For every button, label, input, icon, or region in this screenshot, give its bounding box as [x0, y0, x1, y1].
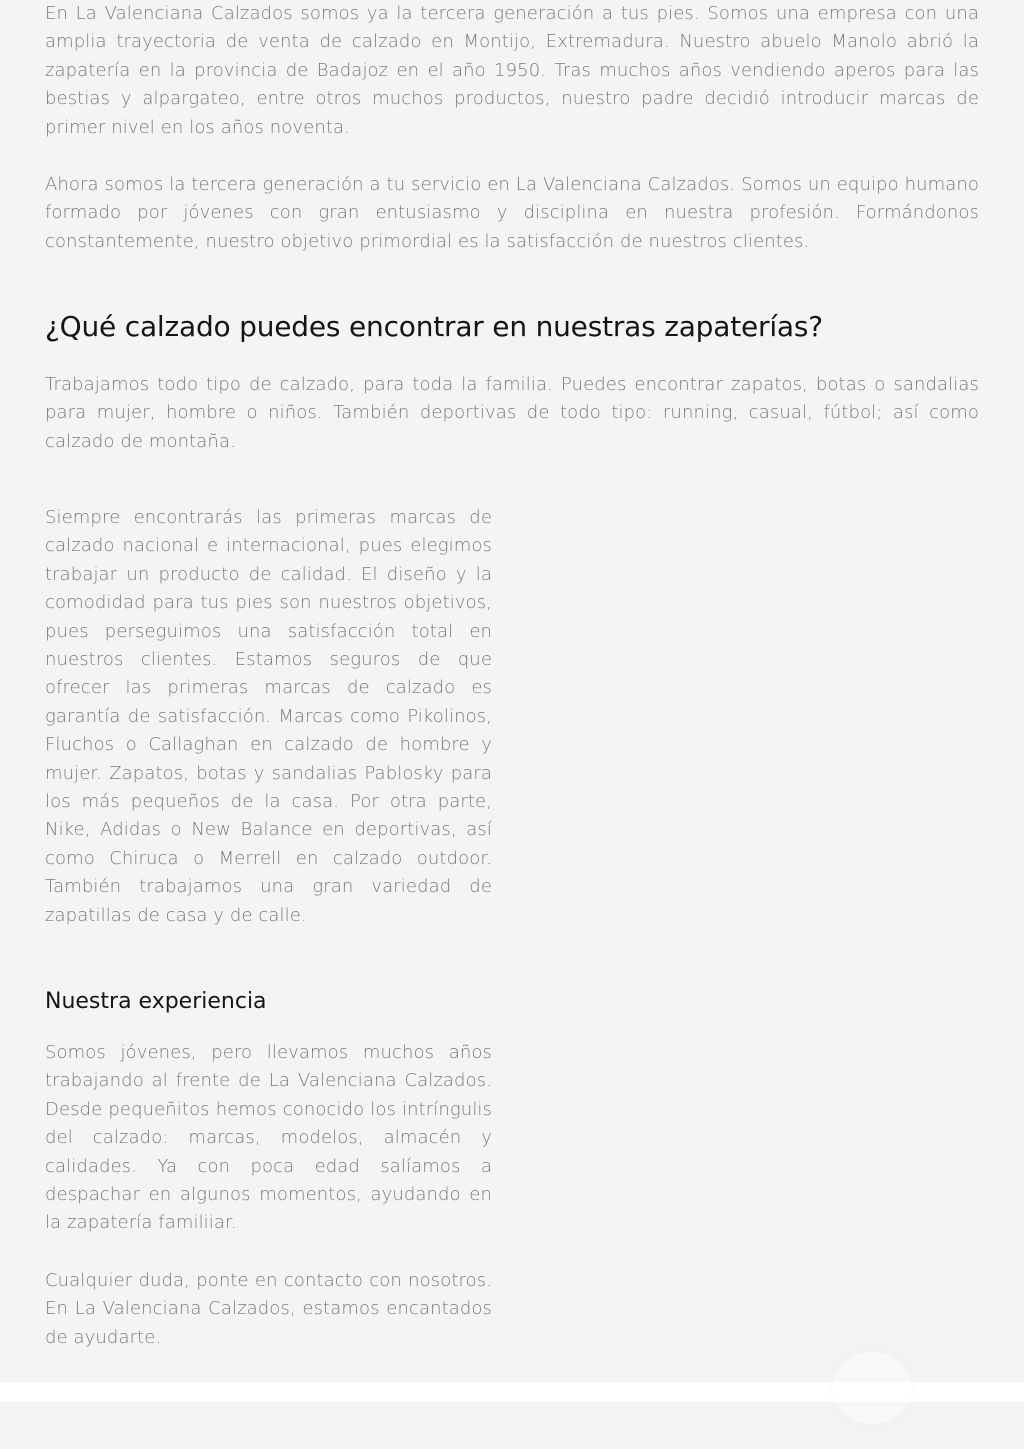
- main-content: [45, 0, 979, 1382]
- contact-paragraph: Cualquier duda, ponte en contacto con nosotros. En La Valenciana Calzados, estamos encantados de ayudarte.: [45, 1270, 492, 1348]
- experience-paragraph-1: Somos jóvenes, pero llevamos muchos años trabajando al frente de La Valenciana Calzados. Desde pequeñitos hemos conocido los intríngulis del calzado: marcas, modelos, almacén y calidades. Ya con poca edad salíamos a despachar en algunos momentos, ayudando en la zapatería familiiar.: [45, 1042, 492, 1234]
- intro-paragraph-1: En La Valenciana Calzados somos ya la tercera generación a tus pies. Somos una empresa con una amplia trayectoria de venta de calzado en Montijo, Extremadura. Nuestro abuelo Manolo abrió la zapatería en la provincia de Badajoz en el año 1950. Tras muchos años vendiendo aperos para las bestias y alpargateo, entre otros muchos productos, nuestro padre decidió introducir marcas de primer nivel en los años noventa.: [45, 3, 979, 138]
- footwear-paragraph-1: Trabajamos todo tipo de calzado, para toda la familia. Puedes encontrar zapatos, botas o sandalias para mujer, hombre o niños. También deportivas de todo tipo: running, casual, fútbol; así como calzado de montaña.: [45, 374, 979, 452]
- floating-action-button[interactable]: [832, 1352, 912, 1424]
- footwear-heading: ¿Qué calzado puedes encontrar en nuestras zapaterías?: [45, 310, 823, 343]
- experience-heading: Nuestra experiencia: [45, 989, 267, 1014]
- brands-paragraph: Siempre encontrarás las primeras marcas de calzado nacional e internacional, pues elegimos trabajar un producto de calidad. El diseño y la comodidad para tus pies son nuestros objetivos, pues perseguimos una satisfacción total en nuestros clientes. Estamos seguros de que ofrecer las primeras marcas de calzado es garantía de satisfacción. Marcas como Pikolinos, Fluchos o Callaghan en calzado de hombre y mujer. Zapatos, botas y sandalias Pablosky para los más pequeños de la casa. Por otra parte, Nike, Adidas o New Balance en deportivas, así como Chiruca o Merrell en calzado outdoor. También trabajamos una gran variedad de zapatillas de casa y de calle.: [45, 507, 492, 926]
- intro-paragraph-2: Ahora somos la tercera generación a tu servicio en La Valenciana Calzados. Somos un equipo humano formado por jóvenes con gran entusiasmo y disciplina en nuestra profesión. Formándonos constantemente, nuestro objetivo primordial es la satisfacción de nuestros clientes.: [45, 174, 979, 252]
